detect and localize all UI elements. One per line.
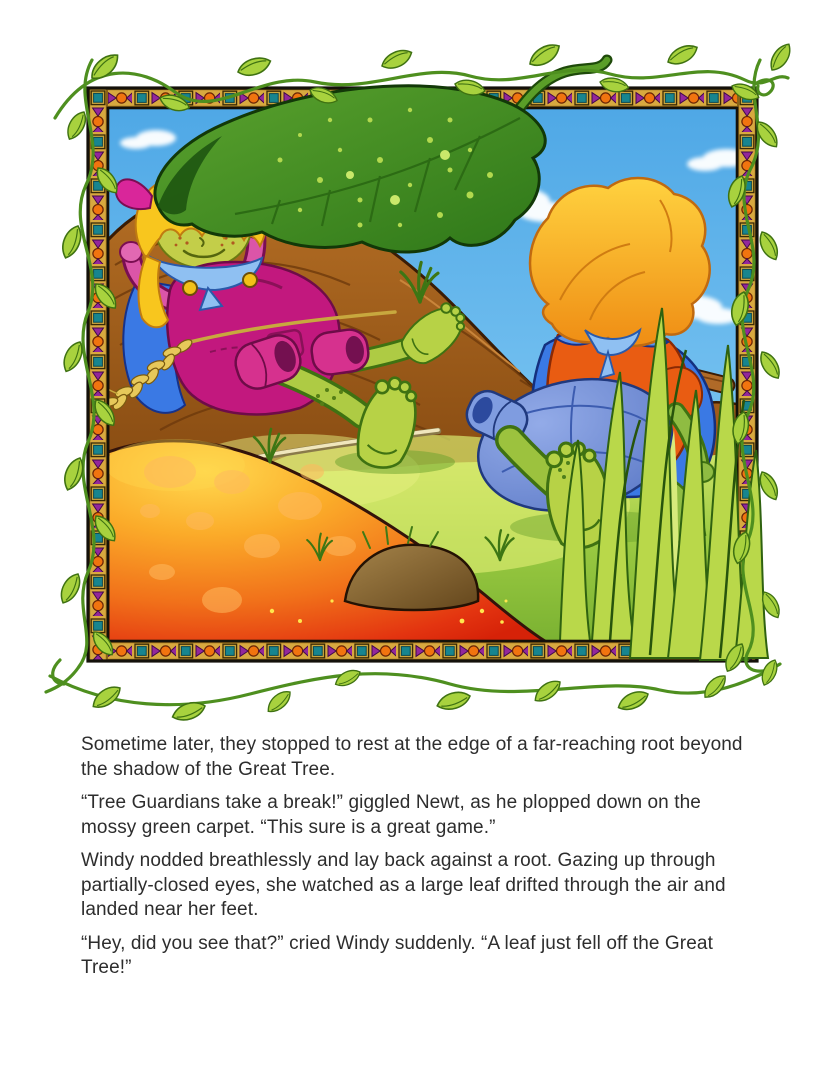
windy-pant-cuff2 — [309, 327, 370, 376]
newt-hair — [530, 178, 710, 346]
story-paragraph-4: “Hey, did you see that?” cried Windy suddenly. “A leaf just fell off the Great Tree!” — [81, 932, 713, 978]
story-paragraph-3: Windy nodded breathlessly and lay back against a root. Gazing up through partially-closed eyes, she watched as a large leaf drifted through the air and landed near her feet. — [81, 850, 726, 920]
story-text — [81, 733, 753, 990]
story-paragraph-1: Sometime later, they stopped to rest at the edge of a far-reaching root beyond the shadow of the Great Tree. — [81, 734, 743, 780]
story-paragraph-2: “Tree Guardians take a break!” giggled Newt, as he plopped down on the mossy green carpet. “This sure is a great game.” — [81, 792, 701, 838]
